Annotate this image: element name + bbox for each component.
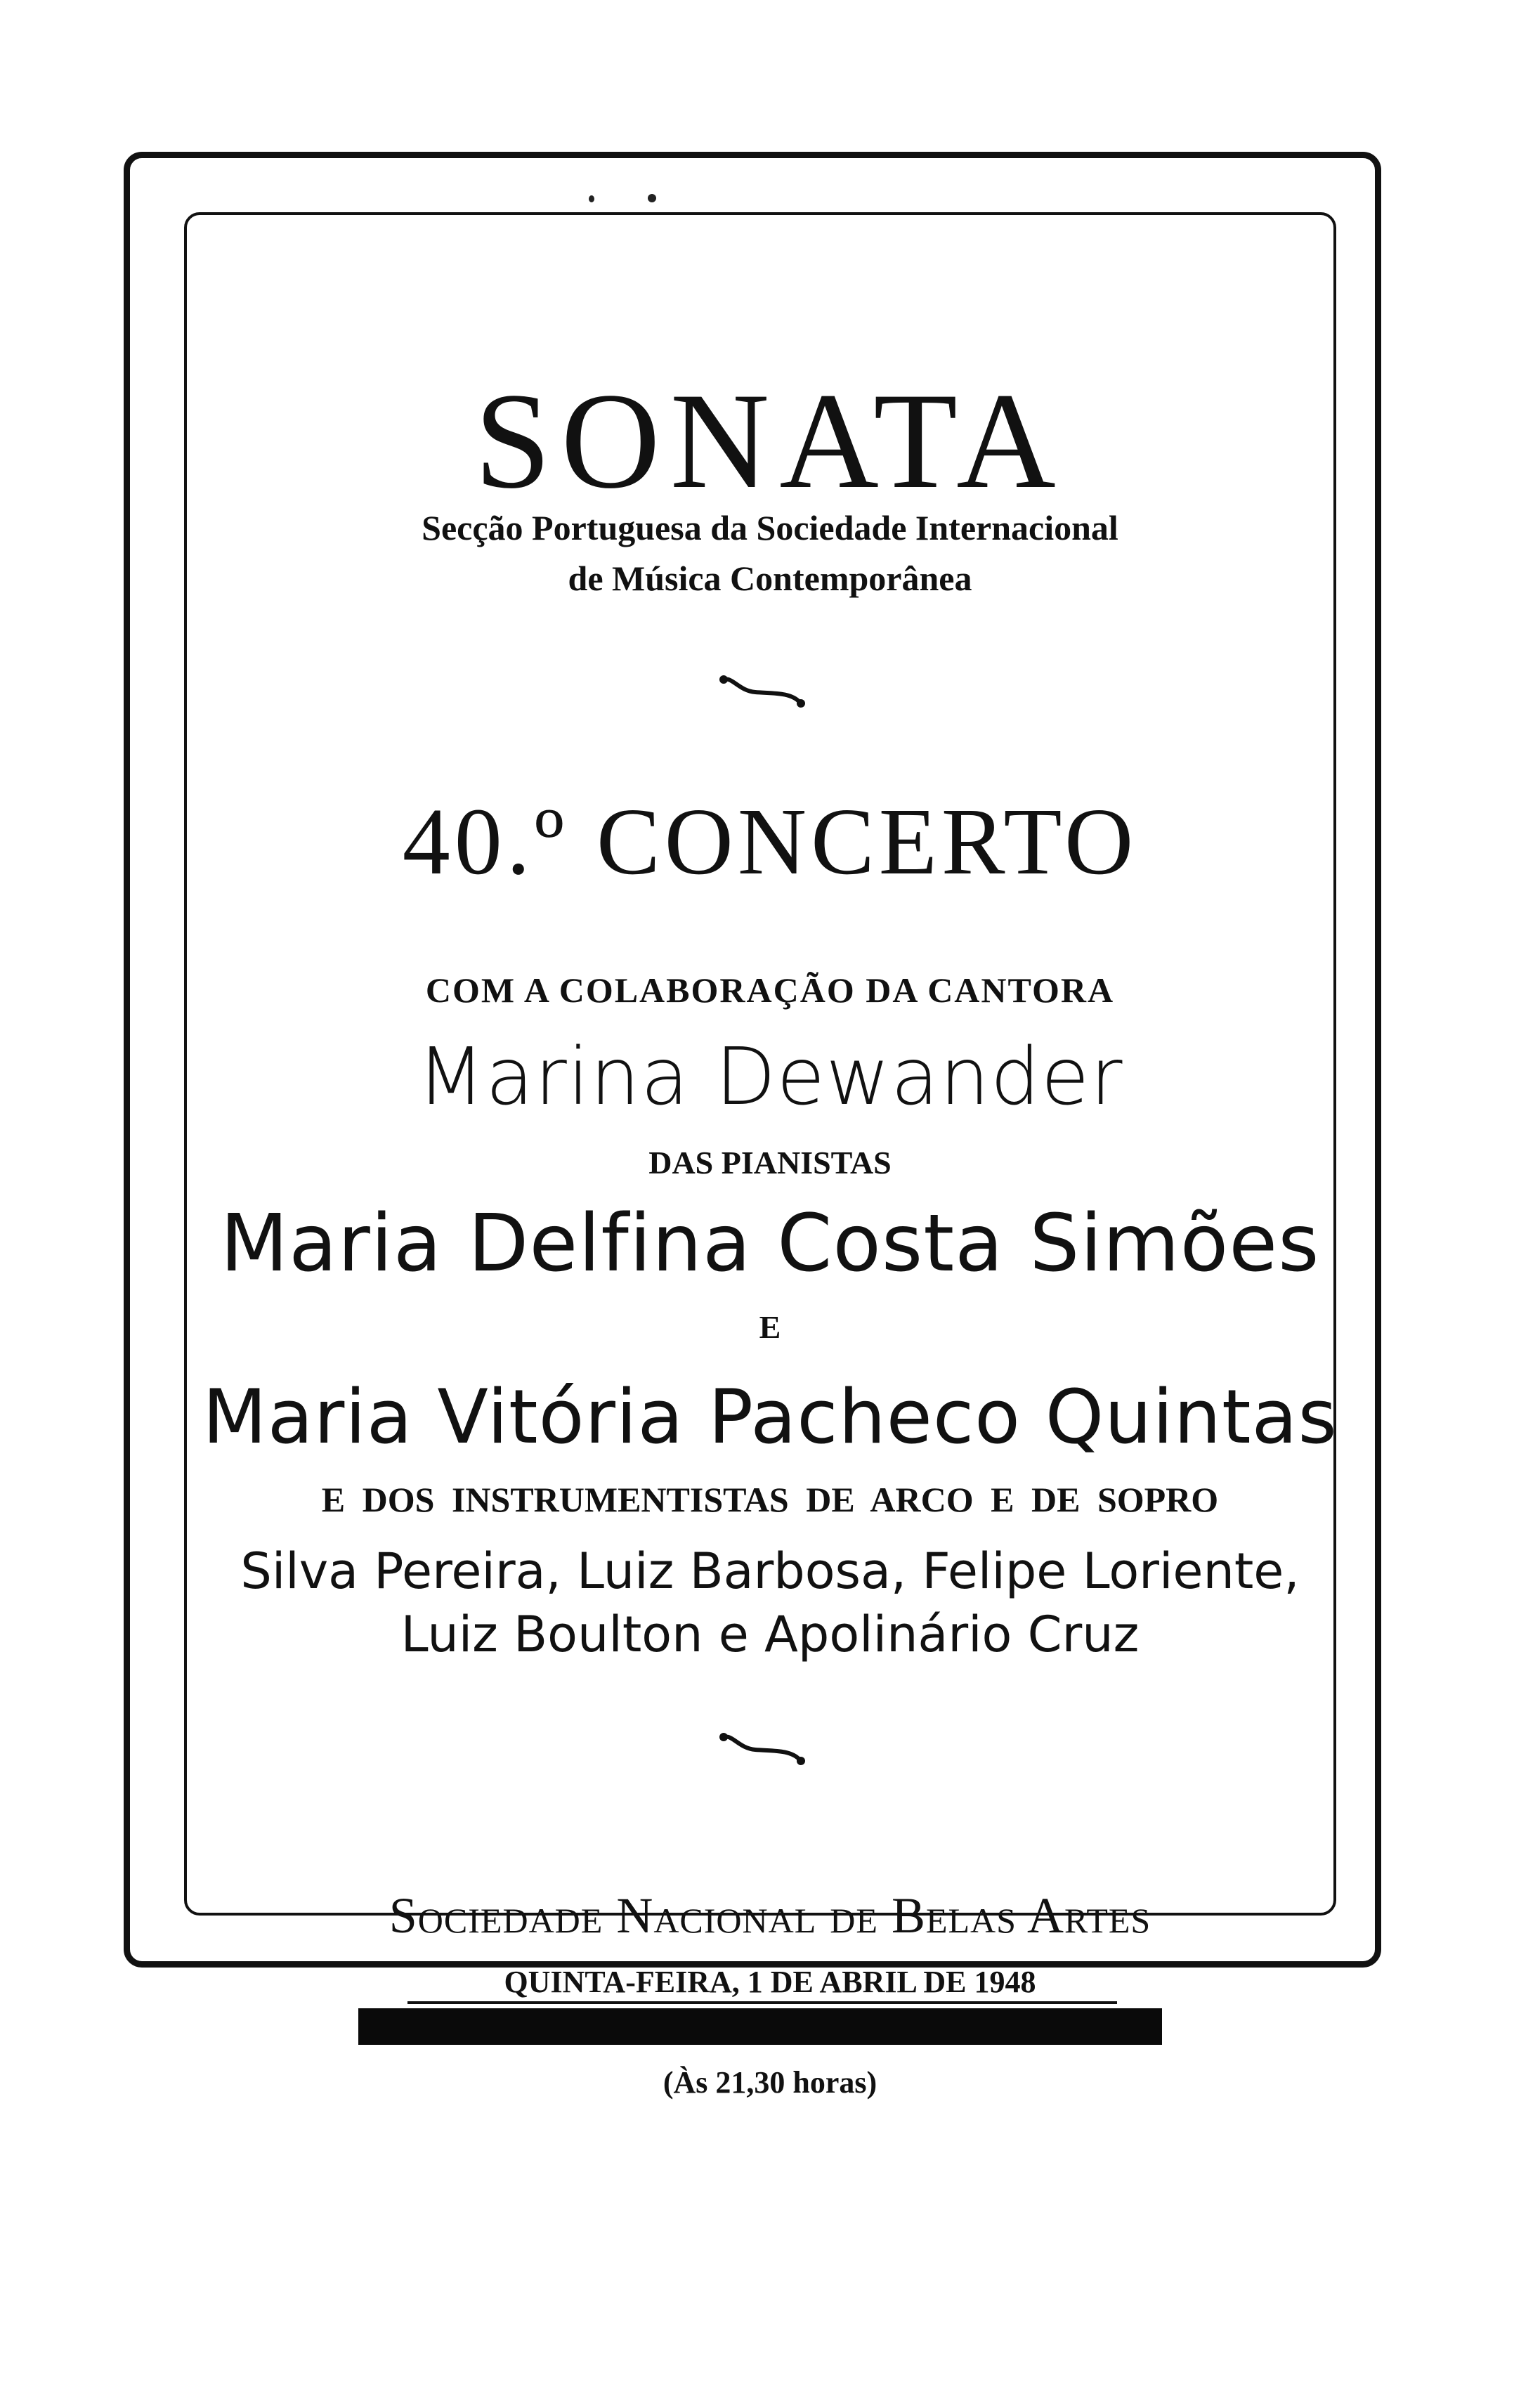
concert-time: (Às 21,30 horas) <box>663 2065 877 2100</box>
concert-date: QUINTA-FEIRA, 1 DE ABRIL DE 1948 <box>504 1965 1036 1999</box>
print-speck <box>648 194 656 202</box>
pianist-2-name: Maria Vitória Pacheco Quintas <box>202 1374 1338 1460</box>
singer-name: Marina Dewander <box>417 1032 1123 1123</box>
date-underline <box>407 2001 1117 2004</box>
swash-ornament-icon <box>717 671 808 713</box>
pianists-label: DAS PIANISTAS <box>648 1145 892 1181</box>
instrumentalists-names-line-1: Silva Pereira, Luiz Barbosa, Felipe Loriente, <box>240 1542 1300 1600</box>
subtitle-line-1: Secção Portuguesa da Sociedade Internacional <box>422 508 1118 547</box>
instrumentalists-label: E DOS INSTRUMENTISTAS DE ARCO E DE SOPRO <box>321 1480 1219 1519</box>
redaction-bar <box>358 2008 1162 2045</box>
concert-number-title: 40.º CONCERTO <box>402 789 1138 895</box>
instrumentalists-names-line-2: Luiz Boulton e Apolinário Cruz <box>400 1606 1140 1663</box>
conjunction-label: E <box>759 1309 781 1345</box>
page-title: SONATA <box>474 365 1066 517</box>
swash-ornament-icon <box>717 1729 808 1771</box>
collaboration-label: COM A COLABORAÇÃO DA CANTORA <box>425 970 1115 1010</box>
venue-name: Sociedade Nacional de Belas Artes <box>389 1887 1151 1944</box>
pianist-1-name: Maria Delfina Costa Simões <box>220 1198 1320 1289</box>
print-speck <box>589 195 594 202</box>
subtitle-line-2: de Música Contemporânea <box>568 559 972 598</box>
